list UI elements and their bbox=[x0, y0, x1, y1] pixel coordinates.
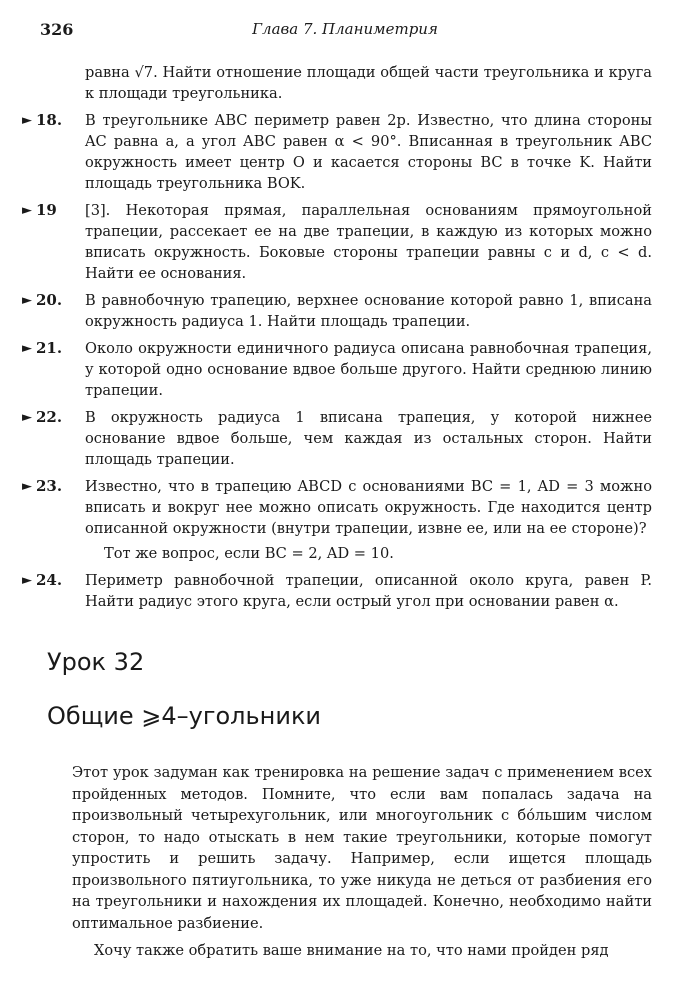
problem-text: В окружность радиуса 1 вписана трапеция, у которой нижнее основание вдвое больше, чем каждая из остальных сторон. Найти площадь трапеции. bbox=[85, 409, 652, 468]
intro-paragraph: Хочу также обратить ваше внимание на то, что нами пройден ряд bbox=[94, 942, 609, 959]
problem-text: В равнобочную трапецию, верхнее основание которой равно 1, вписана окружность радиуса 1. Найти площадь трапеции. bbox=[85, 292, 652, 330]
problem-list bbox=[22, 62, 652, 618]
problem-subtext: Тот же вопрос, если BC = 2, AD = 10. bbox=[104, 545, 394, 562]
problem-item bbox=[22, 110, 652, 194]
problem-continuation: равна √7. Найти отношение площади общей части треугольника и круга к площади треугольника. bbox=[85, 64, 652, 102]
problem-item bbox=[22, 570, 652, 612]
problem-text: [3]. Некоторая прямая, параллельная основаниям прямоугольной трапеции, рассекает ее на две трапеции, в каждую из которых можно вписать окружность. Боковые стороны трапеции равны c и d, c < d. Найти ее основания. bbox=[85, 202, 652, 282]
problem-number: 23. bbox=[36, 477, 63, 495]
problem-number: 21. bbox=[36, 339, 63, 357]
problem-text: В треугольнике ABC периметр равен 2p. Известно, что длина стороны AC равна a, а угол ABC равен α < 90°. Вписанная в треугольник ABC окружность имеет центр O и касается стороны BC в точке K. Найти площадь треугольника BOK. bbox=[85, 112, 652, 192]
problem-item bbox=[22, 476, 652, 539]
problem-number: 22. bbox=[36, 408, 63, 426]
problem-item bbox=[22, 200, 652, 284]
chapter-title: Глава 7. Планиметрия bbox=[252, 20, 438, 38]
triangle-marker-icon: ► bbox=[22, 203, 32, 218]
triangle-marker-icon: ► bbox=[22, 113, 32, 128]
problem-item bbox=[22, 407, 652, 470]
triangle-marker-icon: ► bbox=[22, 410, 32, 425]
triangle-marker-icon: ► bbox=[22, 573, 32, 588]
lesson-title: Урок 32 bbox=[47, 648, 145, 676]
problem-text: Периметр равнобочной трапеции, описанной около круга, равен P. Найти радиус этого круга, если острый угол при основании равен α. bbox=[85, 572, 652, 610]
intro-paragraph: Этот урок задуман как тренировка на решение задач с применением всех пройденных методов. Помните, что если вам попалась задача на произвольный четырехугольник, или многоугольник с бо́льшим числом сторон, то надо отыскать в нем такие треугольники, которые помогут упростить и решить задачу. Например, если ищется площадь произвольного пятиугольника, то уже никуда не деться от разбиения его на треугольники и нахождения их площадей. Конечно, необходимо найти оптимальное разбиение. bbox=[72, 764, 652, 932]
section-title: Общие ⩾4–угольники bbox=[47, 702, 322, 730]
triangle-marker-icon: ► bbox=[22, 293, 32, 308]
problem-text: Около окружности единичного радиуса описана равнобочная трапеция, у которой одно основание вдвое больше другого. Найти среднюю линию трапеции. bbox=[85, 340, 652, 399]
problem-number: 19 bbox=[36, 201, 57, 219]
page-header bbox=[40, 20, 650, 42]
triangle-marker-icon: ► bbox=[22, 341, 32, 356]
page-number: 326 bbox=[40, 20, 74, 39]
problem-number: 20. bbox=[36, 291, 63, 309]
problem-item bbox=[22, 338, 652, 401]
problem-number: 18. bbox=[36, 111, 63, 129]
problem-text: Известно, что в трапецию ABCD с основаниями BC = 1, AD = 3 можно вписать и вокруг нее можно описать окружность. Где находится центр описанной окружности (внутри трапеции, извне ее, или на ее стороне)? bbox=[85, 478, 652, 537]
problem-item bbox=[22, 290, 652, 332]
lesson-intro bbox=[72, 762, 652, 968]
problem-number: 24. bbox=[36, 571, 63, 589]
triangle-marker-icon: ► bbox=[22, 479, 32, 494]
